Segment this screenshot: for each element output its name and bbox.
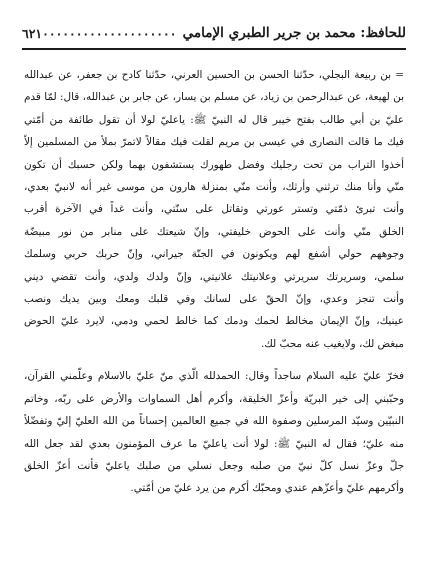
text-line: النبيّين وسيّد المرسلين وصفوة الله في جميع العالمين إحساناً من الله العليّ إليّ وتفضّلاً xyxy=(24,415,404,428)
text-line: = بن ربيعة البجلي، حدّثنا الحسن بن الحسين العرني، حدّثنا كادح بن جعفر، عن عبدالله xyxy=(24,69,404,81)
text-line: عليّ بن أبي طالب بفتح خيبر قال له النبيّ ﷺ: ياعليّ لولا أن تقول طائفة من أمّتي xyxy=(24,113,404,126)
text-line: مبغض لك، ولايغيب عنه محبّ لك. xyxy=(260,337,404,350)
header-rule xyxy=(22,48,406,50)
text-line: وحبّبني إلى خير البريّة وأعزّ الخليقة، وأكرم أهل السماوات والأرض على ربّه، وخاتم xyxy=(24,392,404,405)
text-line: فيك ما قالت النصارى في عيسى بن مريم لقلت فيك مقالاً لاتمرّ بملأ من المسلمين إلاّ xyxy=(24,136,404,149)
text-line: أخذوا التراب من تحت رجليك وفضل طهورك يستشفون بهما ولكن حسبك أن تكون xyxy=(24,158,404,171)
text-line: وأنت تبرئ ذمّتي وتستر عورتي وتقاتل على سنّتي، وأنت غداً في الآخرة أقرب xyxy=(24,203,404,216)
paragraph-gap xyxy=(24,355,404,365)
text-line: جلّ وعزّ نسل كلّ نبيّ من صلبه وجعل نسلي من صلبك ياعليّ فأنت أعزّ الخلق xyxy=(24,459,404,472)
text-line: منّي وأنا منك ترثني وأرثك، وأنت منّي بمنزلة هارون من موسى غير أنه لانبيّ بعدي، xyxy=(24,181,404,194)
paragraph-prostration xyxy=(24,365,404,499)
text-line: عينيك، وإنّ الإيمان مخالط لحمك ودمك كما خالط لحمي ودمي، لايرد عليّ الحوض xyxy=(24,315,404,328)
text-line: منه عليّ؛ فقال له النبيّ ﷺ: لولا أنت ياعليّ ما عرف المؤمنون بعدي لقد جعل الله xyxy=(24,437,404,450)
body-text xyxy=(24,64,404,500)
text-line: وأنت تنجز وعدي، وإنّ الحقّ على لسانك وفي قلبك ومعك وبين يديك ونصب xyxy=(24,293,404,306)
text-line: الخلق منّي وأنت على الحوض خليفتي، وإنّ شيعتك على منابر من نور مبيضّة xyxy=(24,225,404,238)
text-line: سلمي، وسريرتك سريرتي وعلانيتك علانيتي، وإنّ ولدك ولدي، وأنت تقضي ديني xyxy=(24,270,404,283)
page-number: ٦٢١٠٠٠٠٠٠٠٠٠٠٠٠٠٠٠٠٠٠٠٠ xyxy=(22,25,177,41)
text-line: وأكرمهم عليّ وأعزّهم عندي ومحبّك أكرم من يرد عليّ من أمّتي. xyxy=(130,482,404,495)
paragraph-hadith xyxy=(24,64,404,355)
running-title: للحافظ: محمد بن جرير الطبري الإمامي xyxy=(182,25,406,41)
running-header xyxy=(22,22,406,44)
text-line: وجوههم حولي أشفع لهم ويكونون في الجنّة جيراني، وإنّ حربك حربي وسلمك xyxy=(24,248,404,261)
text-line: بن لهيعة، عن عبدالرحمن بن زياد، عن مسلم بن يسار، عن جابر بن عبدالله، قال: لمّا قدم xyxy=(24,91,404,104)
text-line: فخرّ عليّ عليه السلام ساجداً وقال: الحمدلله الّذي منّ عليّ بالاسلام وعلّمني القرآن، xyxy=(24,370,404,383)
